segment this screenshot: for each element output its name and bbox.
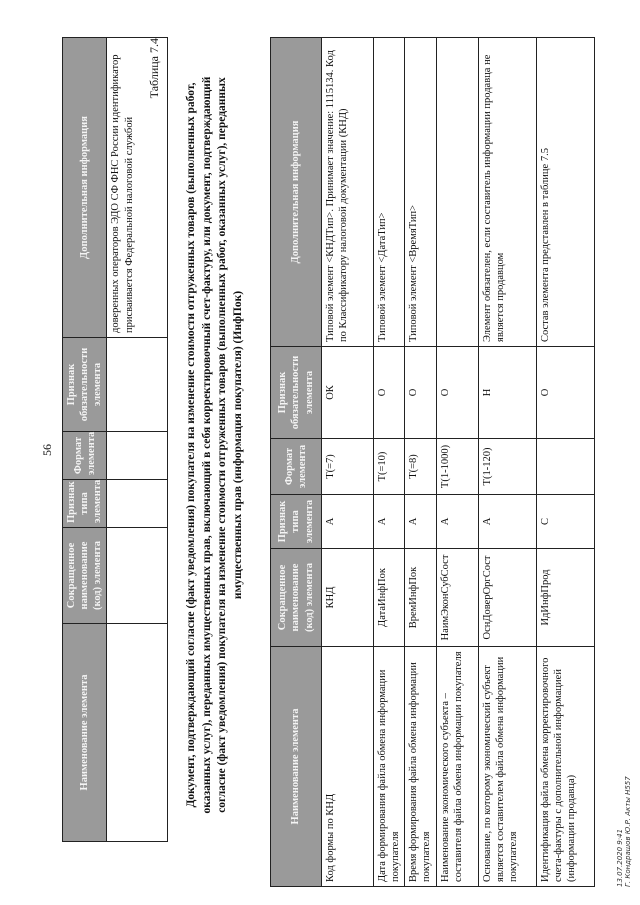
cell-code: КНД bbox=[322, 549, 374, 647]
header-name: Наименование элемента bbox=[63, 624, 107, 842]
table-row bbox=[478, 38, 536, 887]
cell-format: T(1-120) bbox=[478, 439, 536, 495]
cell-type: А bbox=[436, 495, 478, 549]
main-table-header-row bbox=[271, 38, 322, 887]
table-row bbox=[374, 38, 405, 887]
top-table bbox=[62, 37, 168, 842]
cell-additional: доверенных операторов ЭДО СФ ФНС России идентификатор присваивается Федеральной налоговой службой bbox=[107, 38, 168, 338]
main-table bbox=[270, 37, 595, 887]
cell-format: T(=7) bbox=[322, 439, 374, 495]
cell-required: ОК bbox=[322, 347, 374, 439]
cell-required: О bbox=[436, 347, 478, 439]
cell-name: Основание, по которому экономический субъект является составителем файла обмена информации покупателя bbox=[478, 647, 536, 887]
cell-type: А bbox=[374, 495, 405, 549]
table-row bbox=[436, 38, 478, 887]
cell-name: Дата формирования файла обмена информации покупателя bbox=[374, 647, 405, 887]
table-number: Таблица 7.4 bbox=[147, 38, 161, 99]
stamp-line: 13.07.2020 9:41 bbox=[616, 828, 624, 887]
cell-required: О bbox=[374, 347, 405, 439]
scan-stamp bbox=[616, 776, 633, 887]
cell-code: ОснДоверОргСост bbox=[478, 549, 536, 647]
cell-required: Н bbox=[478, 347, 536, 439]
cell-code: ИдИнфПрод bbox=[536, 549, 594, 647]
cell-format: T(=10) bbox=[374, 439, 405, 495]
header-format: Формат элемента bbox=[63, 432, 107, 480]
table-title: Документ, подтверждающий согласие (факт уведомления) покупателя на изменение стоимости отгруженных товаров (выполненных работ, оказанных услуг), переданных имущественных прав, включающий в себя корректировочный счет-фактуру, или документ, подтверждающий согласие (факт уведомления) покупателя на изменение стоимости отгруженных товаров (выполненных работ, оказанных услуг), переданных имущественных прав (информация покупателя) (ИнфПок) bbox=[185, 76, 244, 814]
header-additional: Дополнительная информация bbox=[63, 38, 107, 338]
cell-required: О bbox=[405, 347, 436, 439]
header-name: Наименование элемента bbox=[271, 647, 322, 887]
header-type: Признак типа элемента bbox=[271, 495, 322, 549]
cell-additional: Типовой элемент <ВремяТип> bbox=[405, 38, 436, 347]
cell-type: А bbox=[405, 495, 436, 549]
header-required: Признак обязательности элемента bbox=[63, 338, 107, 432]
cell-code: ВремИнфПок bbox=[405, 549, 436, 647]
cell-name: Наименование экономического субъекта – составителя файла обмена информации покупателя bbox=[436, 647, 478, 887]
header-type: Признак типа элемента bbox=[63, 480, 107, 528]
table-row bbox=[536, 38, 594, 887]
cell-additional: Типовой элемент <ДатаТип> bbox=[374, 38, 405, 347]
cell-type: С bbox=[536, 495, 594, 549]
cell-code: ДатаИнфПок bbox=[374, 549, 405, 647]
cell-name: Время формирования файла обмена информации покупателя bbox=[405, 647, 436, 887]
header-additional: Дополнительная информация bbox=[271, 38, 322, 347]
cell-type: А bbox=[478, 495, 536, 549]
table-row bbox=[405, 38, 436, 887]
top-table-header-row bbox=[63, 38, 107, 842]
cell-format: T(1-1000) bbox=[436, 439, 478, 495]
table-row bbox=[107, 38, 168, 842]
cell-additional: Типовой элемент <КНДТип>. Принимает значение: 1115134. Код по Классификатору налоговой документации (КНД) bbox=[322, 38, 374, 347]
cell-name: Код формы по КНД bbox=[322, 647, 374, 887]
cell-format bbox=[536, 439, 594, 495]
cell-name: Идентификация файла обмена корректировочного счета-фактуры с дополнительной информацией (информации продавца) bbox=[536, 647, 594, 887]
header-required: Признак обязательности элемента bbox=[271, 347, 322, 439]
cell-code: НаимЭконСубСост bbox=[436, 549, 478, 647]
cell-additional: Элемент обязателен, если составитель информации продавца не является продавцом bbox=[478, 38, 536, 347]
header-code: Сокращенное наименование (код) элемента bbox=[63, 528, 107, 624]
cell-type: А bbox=[322, 495, 374, 549]
stamp-line: Г. Кондрашов Ю.Р. Акты Н557 bbox=[624, 776, 633, 887]
page-number: 56 bbox=[40, 444, 54, 456]
header-format: Формат элемента bbox=[271, 439, 322, 495]
header-code: Сокращенное наименование (код) элемента bbox=[271, 549, 322, 647]
cell-additional: Состав элемента представлен в таблице 7.5 bbox=[536, 38, 594, 347]
table-row bbox=[322, 38, 374, 887]
cell-format: T(=8) bbox=[405, 439, 436, 495]
cell-required: О bbox=[536, 347, 594, 439]
cell-additional bbox=[436, 38, 478, 347]
